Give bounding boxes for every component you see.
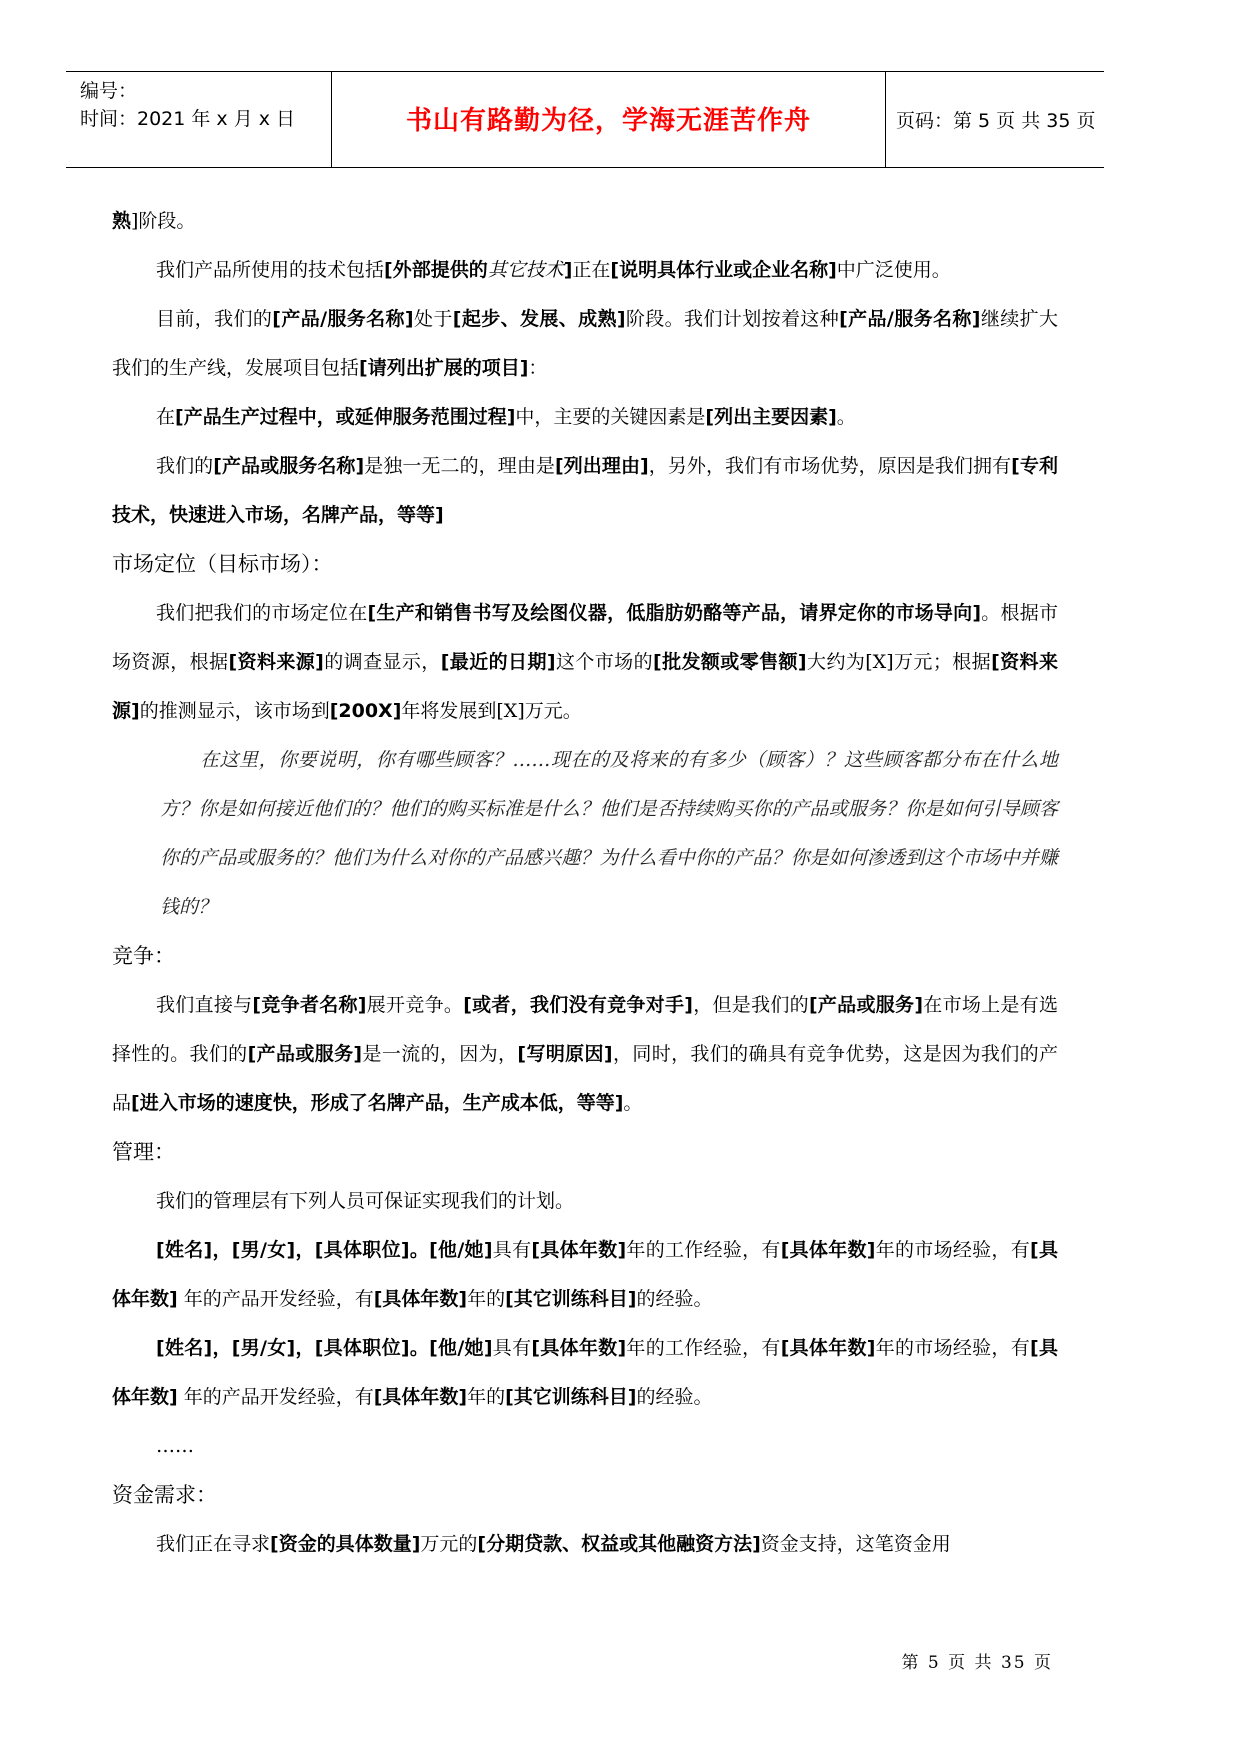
placeholder-field: [具体年数] (112, 1337, 1058, 1408)
text-run: 我们的 (156, 455, 214, 477)
text-run: ，同时，我们的确具有竞争优势，这是因为我们的产品 (112, 1043, 1058, 1114)
text-run: 大约为[X]万元；根据 (806, 651, 992, 673)
placeholder-field: [专利技术，快速进入市场，名牌产品，等等] (112, 455, 1058, 526)
text-run: 处于 (413, 308, 453, 330)
placeholder-field: [产品或服务] (247, 1043, 363, 1065)
placeholder-field: [最近的日期] (440, 651, 556, 673)
text-run: 的经验。 (636, 1288, 713, 1310)
ellipsis: …… (156, 1435, 194, 1457)
placeholder-field: [竞争者名称] (252, 994, 367, 1016)
placeholder-field: [外部提供的 (384, 259, 488, 281)
placeholder-field: [资料来源] (228, 651, 324, 673)
text-run: 我们正在寻求 (156, 1533, 271, 1555)
header-table (66, 71, 1104, 168)
text-run: 目前，我们的 (156, 308, 273, 330)
paragraph (112, 1520, 1058, 1569)
management-person-paragraph (112, 1226, 1058, 1324)
placeholder-field: [具体年数] (531, 1239, 627, 1261)
placeholder-field: [其它训练科目] (505, 1288, 637, 1310)
placeholder-field: [具体年数] (531, 1337, 627, 1359)
text-run: 。根据市场资源，根据 (112, 602, 1058, 673)
text-run: 展开竞争。 (366, 994, 464, 1016)
placeholder-field: [列出主要因素] (705, 406, 837, 428)
placeholder-field: [产品/服务名称] (272, 308, 414, 330)
text-run: 年的工作经验，有 (626, 1337, 781, 1359)
placeholder-field: [具体年数] (112, 1239, 1058, 1310)
placeholder-field: [具体年数] (373, 1386, 468, 1408)
section-heading-management: 管理： (112, 1140, 175, 1164)
text-run: 。 (836, 406, 856, 428)
paragraph (112, 393, 1058, 442)
text-run: 正在 (572, 259, 611, 281)
text-run: 具有 (492, 1239, 532, 1261)
text-run: 年的产品开发经验，有 (177, 1288, 374, 1310)
text-run: ，另外，我们有市场优势，原因是我们拥有 (648, 455, 1012, 477)
placeholder-field: [产品/服务名称] (839, 308, 981, 330)
paragraph: 我们的管理层有下列人员可保证实现我们的计划。 (156, 1190, 575, 1212)
placeholder-field: [或者，我们没有竞争对手] (463, 994, 693, 1016)
paragraph (112, 197, 1058, 246)
paragraph (112, 246, 1058, 295)
placeholder-field: [进入市场的速度快，形成了名牌产品，生产成本低，等等] (131, 1092, 624, 1114)
italic-guidance-note: 在这里，你要说明，你有哪些顾客？……现在的及将来的有多少（顾客）？这些顾客都分布在什么地方？你是如何接近他们的？他们的购买标准是什么？他们是否持续购买你的产品或服务？你是如何引导顾客你的产品或服务的？他们为什么对你的产品感兴趣？为什么看中你的产品？你是如何渗透到这个市场中并赚钱的？ (160, 749, 1058, 918)
header-page-cell (884, 72, 1104, 167)
placeholder-field: [产品生产过程中，或延伸服务范围过程] (175, 406, 516, 428)
text-run: 继续扩大我们的生产线，发展项目包括 (112, 308, 1058, 379)
text-run: 年的市场经验，有 (875, 1337, 1030, 1359)
placeholder-field: [具体年数] (373, 1288, 468, 1310)
text-run: 年的 (467, 1288, 506, 1310)
management-person-paragraph (112, 1324, 1058, 1422)
placeholder-field: [姓名]，[男/女]，[具体职位]。[他/她] (156, 1239, 493, 1261)
placeholder-field: [具体年数] (780, 1239, 876, 1261)
header-motto: 书山有路勤为径，学海无涯苦作舟 (405, 106, 811, 136)
text-run: 资金支持，这笔资金用 (760, 1533, 951, 1555)
text-run: 我们把我们的市场定位在 (156, 602, 368, 624)
text-run: 具有 (492, 1337, 532, 1359)
placeholder-field: [批发额或零售额] (652, 651, 807, 673)
page-footer: 第 5 页 共 35 页 (901, 1653, 1053, 1673)
placeholder-field: [写明原因] (517, 1043, 613, 1065)
paragraph (112, 295, 1058, 393)
text-run: 我们产品所使用的技术包括 (156, 259, 385, 281)
placeholder-field: 熟 (112, 210, 132, 232)
text-run: 万元的 (420, 1533, 478, 1555)
paragraph (112, 981, 1058, 1128)
placeholder-field: [资料来源] (112, 651, 1058, 722)
text-run: 中，主要的关键因素是 (515, 406, 706, 428)
placeholder-field: [说明具体行业或企业名称] (610, 259, 837, 281)
text-run: 年的工作经验，有 (626, 1239, 781, 1261)
placeholder-field: [分期贷款、权益或其他融资方法] (477, 1533, 761, 1555)
document-time-label: 时间：2021 年 x 月 x 日 (80, 108, 296, 130)
text-run: 是独一无二的，理由是 (364, 455, 555, 477)
header-motto-cell (331, 72, 886, 167)
placeholder-field: [姓名]，[男/女]，[具体职位]。[他/她] (156, 1337, 493, 1359)
placeholder-field: [列出理由] (554, 455, 649, 477)
section-heading-market: 市场定位（目标市场）： (112, 552, 333, 576)
text-run: 在市场上是有选择性的。我们的 (112, 994, 1058, 1065)
placeholder-field: ] (563, 259, 573, 281)
text-run: ]阶段。 (131, 210, 196, 232)
document-body (112, 197, 1058, 1569)
section-heading-competition: 竞争： (112, 944, 175, 968)
placeholder-field: [产品或服务] (808, 994, 923, 1016)
paragraph (112, 442, 1058, 540)
document-number-label: 编号： (80, 80, 138, 102)
text-run: 。 (623, 1092, 643, 1114)
placeholder-field: [资金的具体数量] (270, 1533, 421, 1555)
text-run: 的推测显示，该市场到 (139, 700, 330, 722)
text-run: 年的市场经验，有 (875, 1239, 1030, 1261)
text-run: 年将发展到[X]万元。 (401, 700, 582, 722)
placeholder-field: [起步、发展、成熟] (452, 308, 626, 330)
text-run: ： (528, 357, 548, 379)
paragraph (112, 589, 1058, 736)
placeholder-field: [请列出扩展的项目] (359, 357, 529, 379)
section-heading-funding: 资金需求： (112, 1483, 217, 1507)
text-run: 年的产品开发经验，有 (177, 1386, 374, 1408)
text-run: ，但是我们的 (692, 994, 809, 1016)
text-run: 是一流的，因为， (362, 1043, 518, 1065)
text-run: 我们直接与 (156, 994, 253, 1016)
text-run: 其它技术 (487, 259, 564, 281)
text-run: 这个市场的 (555, 651, 653, 673)
placeholder-field: [其它训练科目] (505, 1386, 637, 1408)
text-run: 的经验。 (636, 1386, 713, 1408)
text-run: 阶段。我们计划按着这种 (625, 308, 840, 330)
header-page-number: 页码：第 5 页 共 35 页 (896, 110, 1096, 132)
text-run: 在 (156, 406, 176, 428)
placeholder-field: [生产和销售书写及绘图仪器，低脂肪奶酪等产品，请界定你的市场导向] (367, 602, 982, 624)
text-run: 中广泛使用。 (836, 259, 951, 281)
placeholder-field: [200X] (329, 700, 402, 722)
header-info-cell (66, 72, 331, 167)
text-run: 的调查显示， (323, 651, 441, 673)
placeholder-field: [具体年数] (780, 1337, 876, 1359)
placeholder-field: [产品或服务名称] (213, 455, 365, 477)
text-run: 年的 (467, 1386, 506, 1408)
